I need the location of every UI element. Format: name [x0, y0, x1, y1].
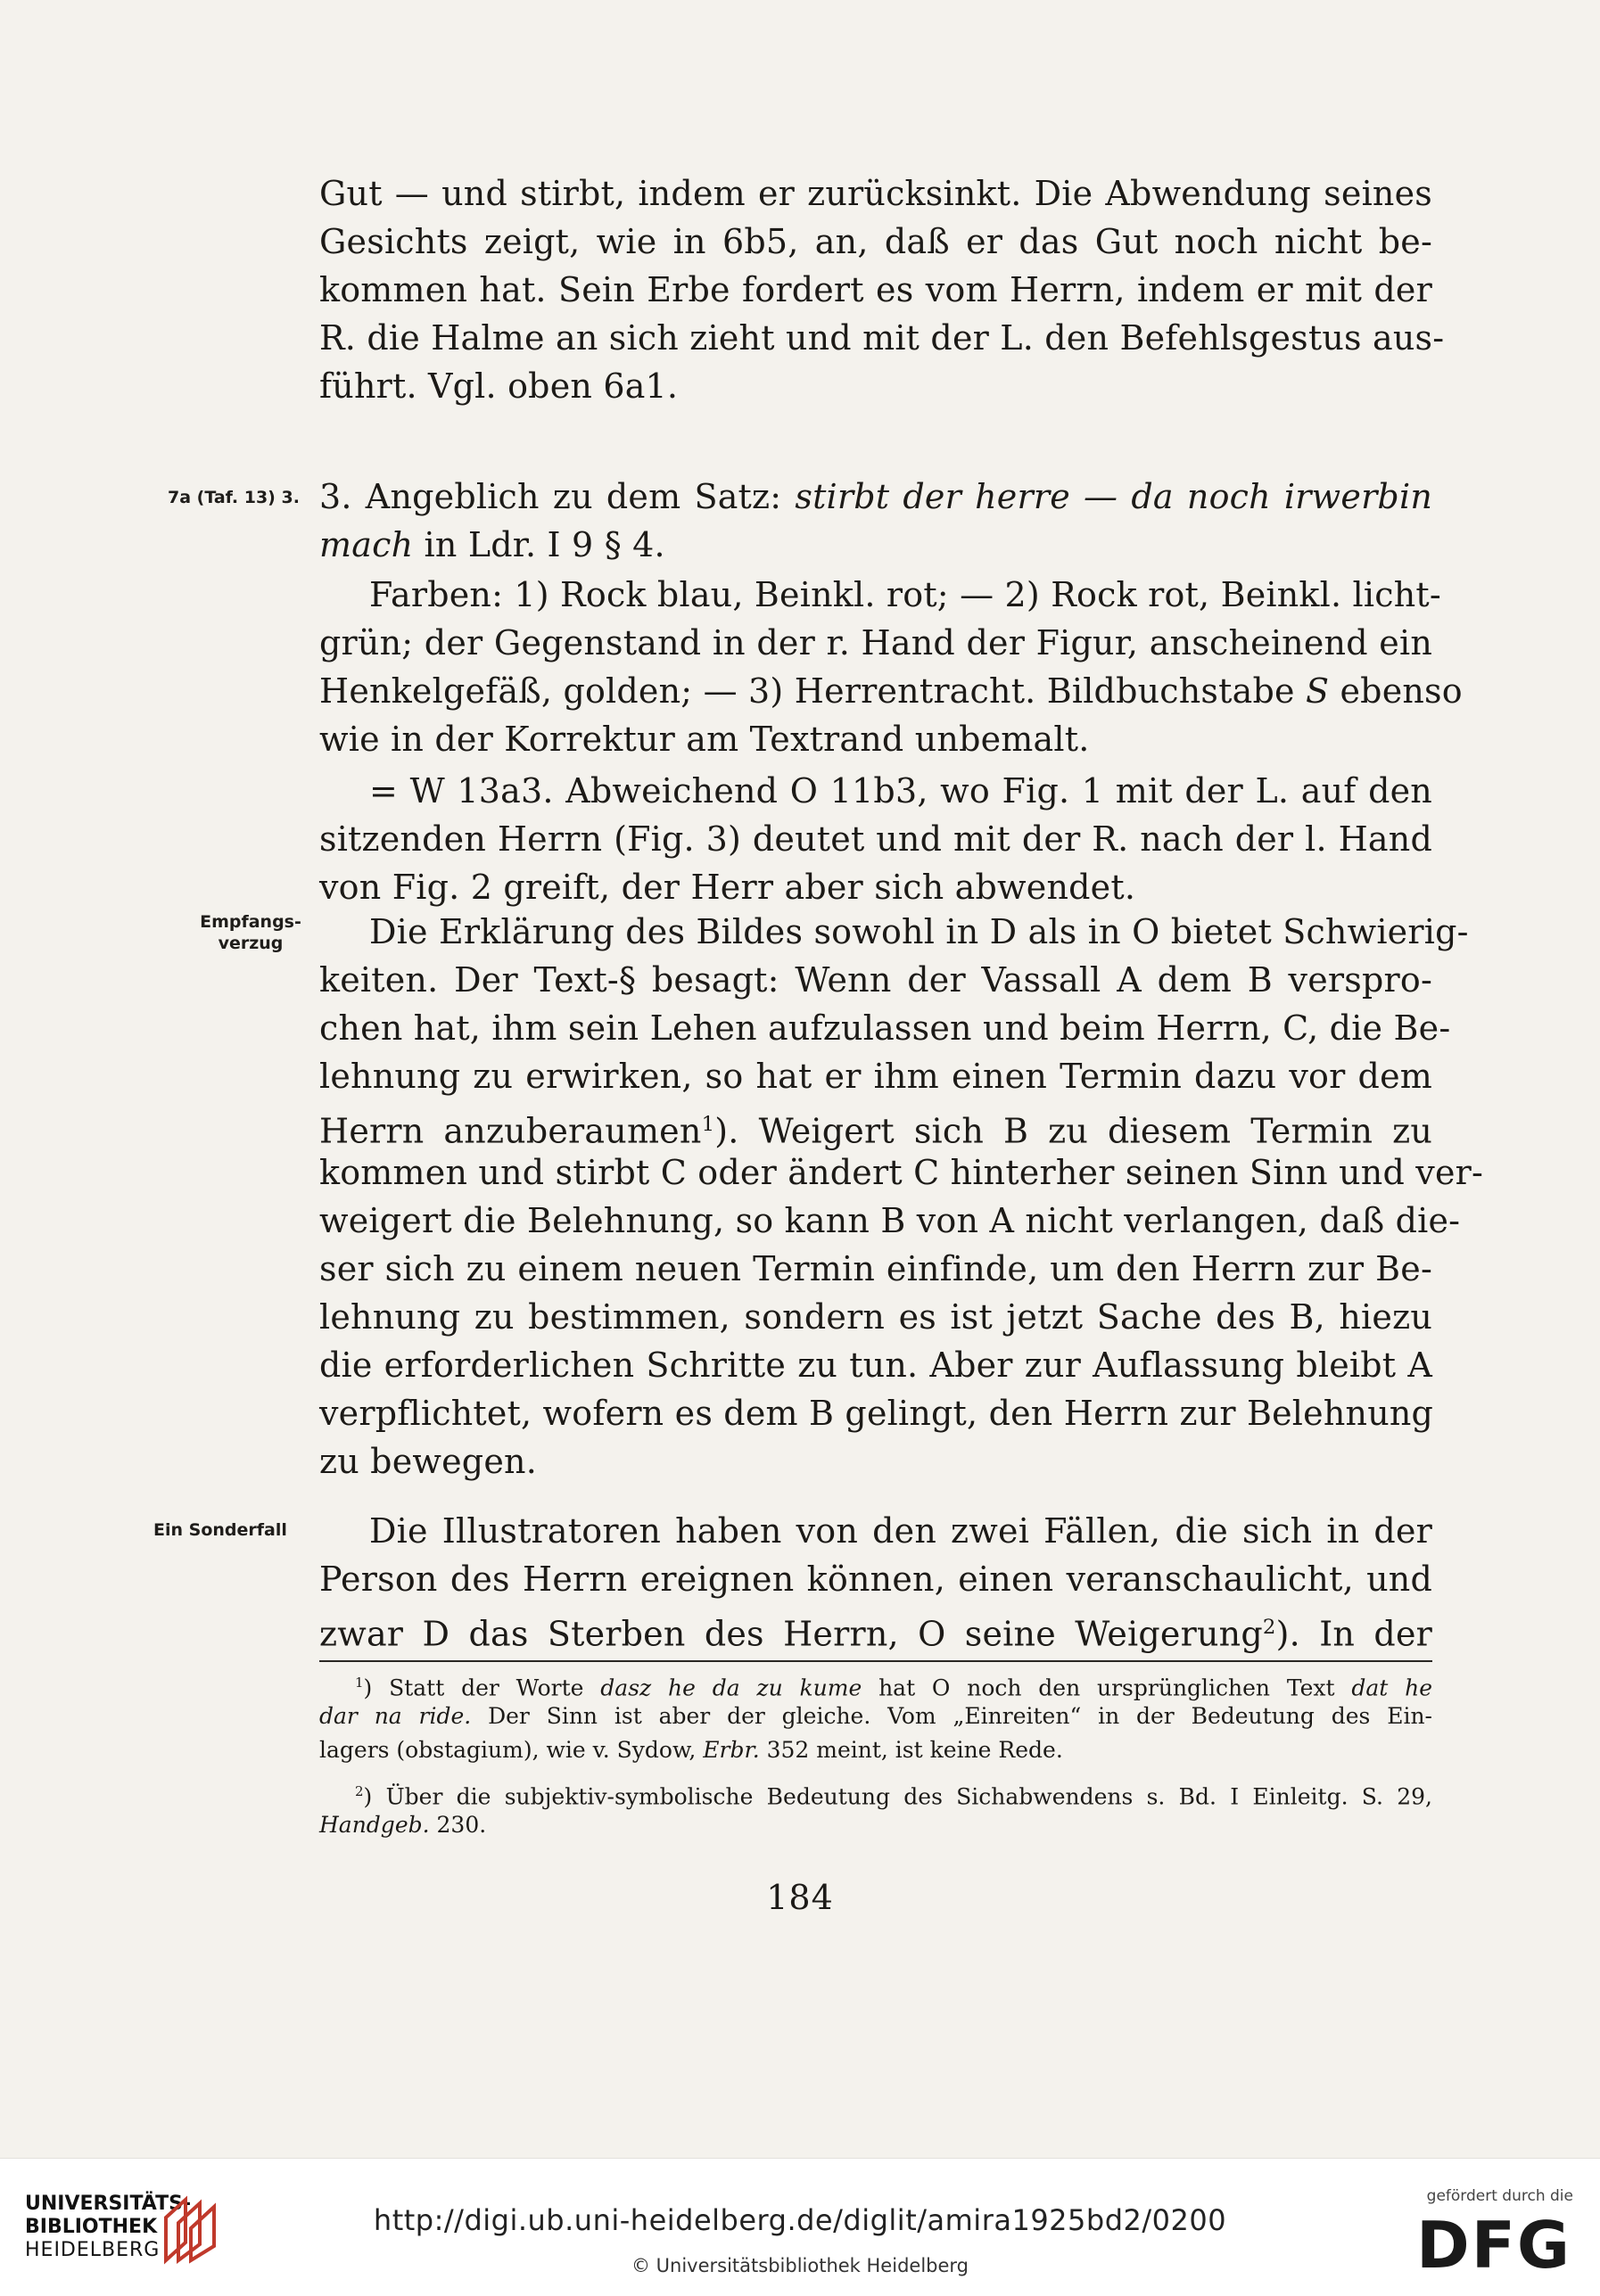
fn-text: ) Statt der Worte: [363, 1675, 584, 1701]
library-name-line: BIBLIOTHEK: [25, 2216, 158, 2238]
footnote-2-line-2: [319, 1808, 1432, 1842]
footnote-1-line-2: [319, 1699, 1432, 1733]
footnote-rule: [319, 1660, 1432, 1662]
text-line: die erforderlichen Schritte zu tun. Aber zur Auflassung bleibt A: [319, 1346, 1432, 1385]
footnote-mark: 1: [701, 1113, 715, 1136]
fn-text: 352 meint, ist keine Rede.: [766, 1737, 1063, 1763]
text-line: [319, 1603, 1433, 1654]
text-line: keiten. Der Text-§ besagt: Wenn der Vassall A dem B verspro-: [319, 960, 1432, 1000]
text-line: Gut — und stirbt, indem er zurücksinkt. Die Abwendung seines: [319, 174, 1432, 213]
section-tail: in Ldr. I 9 § 4.: [424, 525, 665, 564]
text-line: R. die Halme an sich zieht und mit der L. den Befehlsgestus aus-: [319, 318, 1445, 358]
fn-text: lagers (obstagium), wie v. Sydow,: [319, 1737, 697, 1763]
fn-italic: Erbr.: [703, 1737, 760, 1763]
page-number: 184: [766, 1878, 834, 1917]
section-3-line-2: [319, 521, 1432, 569]
text-line: grün; der Gegenstand in der r. Hand der Figur, anscheinend ein: [319, 623, 1432, 662]
text-line: lehnung zu bestimmen, sondern es ist jetzt Sache des B, hiezu: [319, 1297, 1432, 1337]
text-line: Person des Herrn ereignen können, einen veranschaulicht, und: [319, 1559, 1432, 1599]
section-lead: Angeblich zu dem Satz:: [365, 477, 782, 516]
text-line: ser sich zu einem neuen Termin einfinde, um den Herrn zur Be-: [319, 1249, 1432, 1288]
library-name-line: HEIDELBERG: [25, 2239, 161, 2261]
margin-note-line: verzug: [218, 934, 284, 953]
text-line: Die Illustratoren haben von den zwei Fällen, die sich in der: [369, 1511, 1432, 1551]
section-3-line-1: [319, 473, 1432, 521]
fn-italic: dat he: [1351, 1675, 1432, 1701]
footnote-mark: 1: [355, 1675, 364, 1691]
text-line: führt. Vgl. oben 6a1.: [319, 366, 679, 406]
margin-note-line: Empfangs-: [200, 912, 301, 932]
footnote-2-line-1: [319, 1774, 1432, 1808]
margin-note-sonderfall: Ein Sonderfall: [153, 1520, 287, 1540]
fn-text: hat O noch den ursprünglichen Text: [878, 1675, 1335, 1701]
text-line: kommen hat. Sein Erbe fordert es vom Herrn, indem er mit der: [319, 270, 1432, 309]
funded-by-text: gefördert durch die: [1426, 2187, 1573, 2205]
dfg-logo-icon: [1388, 2209, 1573, 2276]
text-line: sitzenden Herrn (Fig. 3) deutet und mit der R. nach der l. Hand: [319, 819, 1432, 859]
section-number: 3.: [319, 477, 352, 516]
margin-note-empfangsverzug: [193, 911, 309, 954]
text-span: Herrn anzuberaumen: [319, 1111, 702, 1151]
text-line: weigert die Belehnung, so kann B von A nicht verlangen, daß die-: [319, 1201, 1461, 1240]
quote-text: mach: [319, 525, 414, 564]
text-span: ). In der: [1275, 1614, 1433, 1654]
text-line: zu bewegen.: [319, 1442, 537, 1481]
text-span: ebenso: [1340, 671, 1463, 711]
text-span: zwar D das Sterben des Herrn, O seine Weigerung: [319, 1614, 1263, 1654]
text-line: Die Erklärung des Bildes sowohl in D als in O bietet Schwierig-: [369, 912, 1469, 951]
text-line: Farben: 1) Rock blau, Beinkl. rot; — 2) Rock rot, Beinkl. licht-: [369, 575, 1441, 614]
footnote-mark: 2: [355, 1783, 364, 1799]
footer-bar: [0, 2158, 1600, 2296]
footnote-1-line-3: [319, 1733, 1432, 1767]
text-line: [319, 1100, 1433, 1151]
text-line: wie in der Korrektur am Textrand unbemalt.: [319, 720, 1090, 759]
text-line: kommen und stirbt C oder ändert C hinterher seinen Sinn und ver-: [319, 1153, 1484, 1192]
fn-italic: Handgeb.: [319, 1812, 430, 1838]
permalink-url[interactable]: http://digi.ub.uni-heidelberg.de/diglit/amira1925bd2/0200: [373, 2203, 1227, 2237]
quote-text: stirbt der herre — da noch irwerbin: [795, 477, 1432, 516]
dfg-logo-text: DFG: [1415, 2209, 1571, 2276]
text-span: Henkelgefäß, golden; — 3) Herrentracht. Bildbuchstabe: [319, 671, 1295, 711]
text-span: ). Weigert sich B zu diesem Termin zu: [714, 1111, 1433, 1151]
text-line: [319, 667, 1463, 715]
text-line: chen hat, ihm sein Lehen aufzulassen und beim Herrn, C, die Be-: [319, 1008, 1451, 1048]
copyright-text: © Universitätsbibliothek Heidelberg: [631, 2255, 969, 2276]
fn-italic: dasz he da zu kume: [600, 1675, 862, 1701]
text-line: lehnung zu erwirken, so hat er ihm einen Termin dazu vor dem: [319, 1057, 1432, 1096]
fn-text: Der Sinn ist aber der gleiche. Vom „Einreiten“ in der Bedeutung des Ein-: [488, 1703, 1433, 1729]
text-line: verpflichtet, wofern es dem B gelingt, den Herrn zur Belehnung: [319, 1394, 1434, 1433]
text-line: = W 13a3. Abweichend O 11b3, wo Fig. 1 mit der L. auf den: [369, 771, 1432, 811]
fn-text: 230.: [436, 1812, 487, 1838]
fn-text: ) Über die subjektiv-symbolische Bedeutung des Sichabwendens s. Bd. I Einleitg. S. 29,: [363, 1783, 1432, 1810]
text-line: von Fig. 2 greift, der Herr aber sich abwendet.: [319, 868, 1136, 907]
fn-italic: dar na ride.: [319, 1703, 472, 1729]
library-name-line: UNIVERSITÄTS-: [25, 2193, 192, 2215]
margin-ref-note: 7a (Taf. 13) 3.: [168, 488, 300, 507]
footnote-1-line-1: [319, 1666, 1432, 1699]
letter-s: S: [1305, 671, 1330, 711]
footnote-mark: 2: [1262, 1616, 1276, 1639]
text-line: Gesichts zeigt, wie in 6b5, an, daß er das Gut noch nicht be-: [319, 222, 1432, 261]
